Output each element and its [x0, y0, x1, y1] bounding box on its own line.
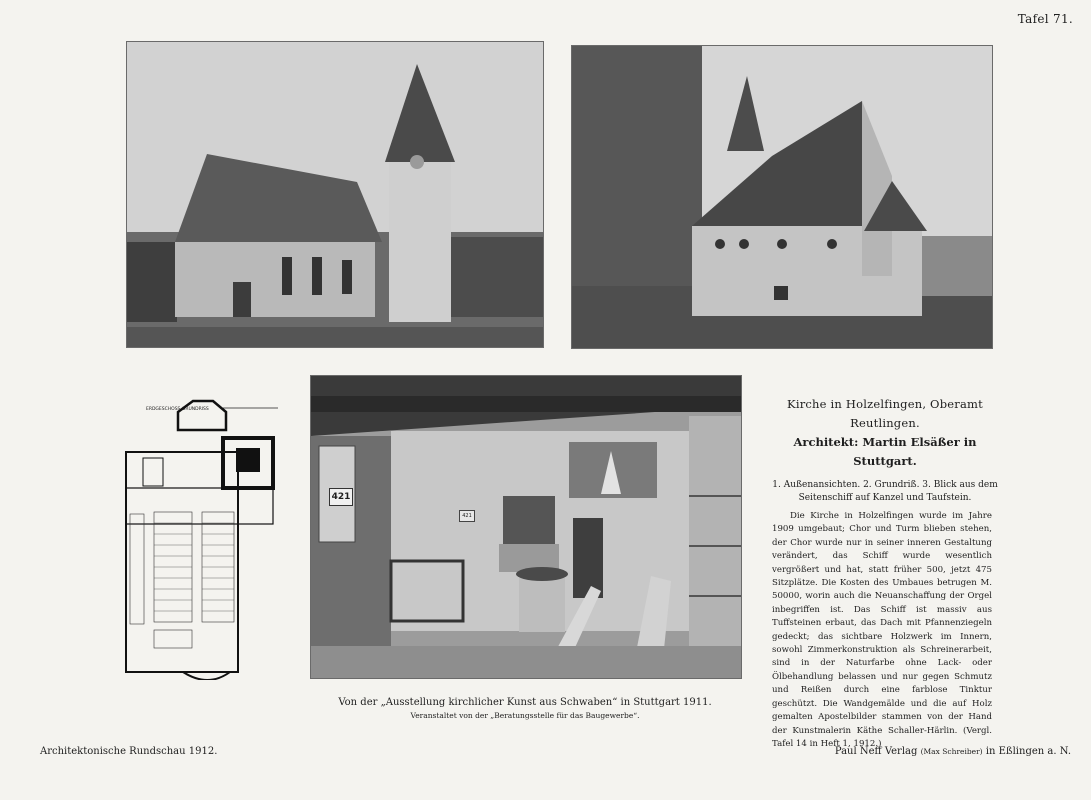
floorplan-label: ERDGESCHOSS GRUNDRISS — [146, 407, 209, 412]
floor-plan-illustration — [118, 398, 283, 680]
church-interior-photo — [310, 375, 742, 679]
church-title: Kirche in Holzelfingen, Oberamt Reutlingen. — [787, 397, 983, 430]
organizer-caption: Veranstaltet von der „Beratungsstelle für das Baugewerbe“. — [410, 711, 640, 720]
plate-number: Tafel 71. — [1017, 12, 1073, 26]
description-text: Die Kirche in Holzelfingen wurde im Jahre 1909 umgebaut; Chor und Turm blieben stehen, der Chor wurde nur in seiner inneren Gestaltung verändert, das Schiff wurde wesentlich vergrößert und hat, statt früher 500, jetzt 475 Sitzplätze. Die Kosten des Umbaues betrugen M. 50000, worin auch die Neuanschaffung der Orgel inbegriffen ist. Das Schiff ist massiv aus Tuffsteinen erbaut, das Dach mit Pfannenziegeln gedeckt; das sichtbare Holzwerk im Innern, sowohl Zimmerkonstruktion als Schreinerarbeit, sind in der Naturfarbe ohne Lack- oder Ölbehandlung belassen und nur gegen Schmutz und Reißen durch eine farblose Tinktur geschützt. Die Wandgemälde und die auf Holz gemalten Apostelbilder stammen von der Hand der Kunstmalerin Käthe Schaller-Härlin. (Vergl. Tafel 14 in Heft 1, 1912.) — [772, 511, 992, 749]
hymn-board-small — [459, 510, 475, 522]
publisher-owner: (Max Schreiber) — [920, 747, 983, 756]
journal-footer: Architektonische Rundschau 1912. — [40, 746, 218, 757]
church-exterior-illustration-1 — [127, 42, 543, 347]
exhibition-caption: Von der „Ausstellung kirchlicher Kunst aus Schwaben“ in Stuttgart 1911. — [338, 697, 712, 708]
hymn-board-number: 421 — [331, 492, 351, 502]
figure-list: 1. Außenansichten. 2. Grundriß. 3. Blick aus dem Seitenschiff auf Kanzel und Taufstein. — [772, 480, 998, 503]
hymn-board-small-number: 421 — [462, 513, 472, 519]
publisher-footer — [835, 746, 1071, 757]
publisher-place: in Eßlingen a. N. — [985, 746, 1071, 757]
church-exterior-photo-1 — [126, 41, 544, 348]
title-block — [760, 395, 1010, 505]
church-exterior-illustration-2 — [572, 46, 992, 348]
hymn-board — [329, 488, 353, 506]
floor-plan-drawing — [118, 398, 283, 680]
architect-line: Architekt: Martin Elsäßer in Stuttgart. — [793, 435, 977, 468]
church-interior-illustration — [311, 376, 741, 678]
church-exterior-photo-2 — [571, 45, 993, 349]
publisher-name: Paul Neff Verlag — [834, 746, 918, 757]
